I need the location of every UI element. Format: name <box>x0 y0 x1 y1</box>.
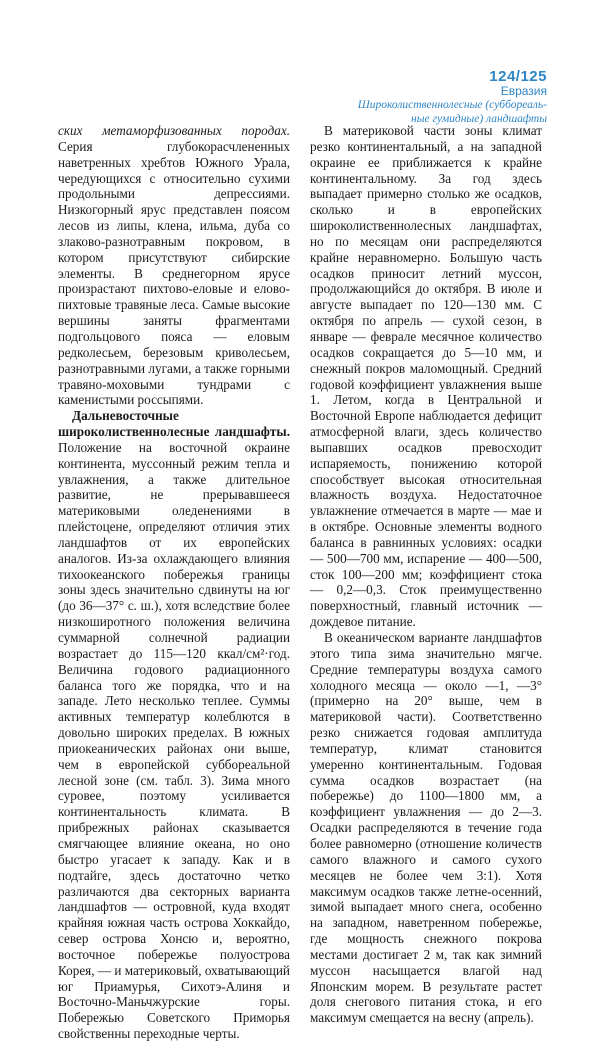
paragraph: В океаническом варианте ландшафтов этого типа зима значительно мягче. Средние температуры воздуха самого холодного месяца — около —1, —3° (примерно на 20° выше, чем в материковой части). Соответственно резко снижается годовая амплитуда температур, климат становится умеренно континентальным. Годовая сумма осадков возрастает (на побережье) до 1100—1800 мм, а коэффициент увлажнения — до 2—3. Осадки распределяются в течение года более равномерно (отношение количеств самого влажного и самого сухого месяцев не более чем 3:1). Хотя максимум осадков также летне-осенний, зимой выпадает много снега, особенно на западном, наветренном побережье, где мощность снежного покрова местами достигает 2 м, так как зимний муссон насыщается влагой над Японским морем. В результате растет доля снегового питания стока, и его максимум смещается на весну (апрель). <box>310 630 542 1026</box>
paragraph <box>58 408 290 1042</box>
page-numbers: 124/125 <box>489 68 547 85</box>
section-title: Евразия <box>500 84 547 98</box>
paragraph-text: Положение на восточной окраине континента, муссонный режим тепла и увлажнения, а также длительное развитие, не прерывавшееся материковыми оледенениями в плейстоцене, определяют отличия этих ландшафтов от их европейских аналогов. Из-за охлаждающего влияния тихоокеанского побережья границы зоны здесь значительно сдвинуты на юг (до 36—37° с. ш.), хотя вследствие более низкоширотного положения величина суммарной солнечной радиации возрастает до 115—120 ккал/см²·год. Величина годового радиационного баланса того же порядка, что и на западе. Лето несколько теплее. Суммы активных температур колеблются в довольно широких пределах. В южных приокеанических районах они выше, чем в европейской суббореальной лесной зоне (см. табл. 3). Зима много суровее, поэтому усиливается континентальность климата. В прибрежных районах сказывается смягчающее влияние океана, но оно быстро угасает к западу. Как и в подтайге, здесь достаточно четко различаются два секторных варианта ландшафтов — островной, куда входят крайняя южная часть острова Хоккайдо, север острова Хонсю и, вероятно, восточное побережье полуострова Корея, — и материковый, охватывающий юг Приамурья, Сихотэ-Алиня и Восточно-Маньчжурские горы. Побережью Советского Приморья свойственны переходные черты. <box>58 439 290 1042</box>
paragraph <box>58 123 290 408</box>
page-header <box>358 70 547 126</box>
chapter-subtitle-line-2: ные гумидные) ландшафты <box>411 113 547 125</box>
paragraph-text: Серия глубокорасчлененных наветренных хребтов Южного Урала, чередующихся с относительно сухими продольными депрессиями. Низкогорный ярус представлен поясом лесов из липы, клена, ильма, дуба со злаково-разнотравным покровом, в котором присутствуют сибирские элементы. В среднегорном ярусе произрастают пихтово-еловые и елово-пихтовые травяные леса. Самые высокие вершины заняты фрагментами подгольцового пояса — еловым редколесьем, березовым криволесьем, разнотравными лугами, а также горными травяно-моховыми тундрами с каменистыми россыпями. <box>58 138 290 408</box>
section-heading: Дальневосточные широколиственнолесные ландшафты. <box>58 408 290 440</box>
right-column <box>310 123 542 1026</box>
chapter-subtitle-line-1: Широколиственнолесные (суббореаль- <box>357 99 547 111</box>
italic-lead: ских метаморфизованных породах. <box>58 123 290 138</box>
paragraph: В материковой части зоны климат резко континентальный, а на западной окраине ее приближается к крайне континентальному. За год здесь выпадает примерно столько же осадков, сколько и в европейских широколиственнолесных ландшафтах, но по месяцам они распределяются крайне неравномерно. Большую часть осадков приносит летний муссон, продолжающийся до октября. В июле и августе выпадает по 120—130 мм. С октября по апрель — сухой сезон, в январе — феврале месячное количество осадков сокращается до 5—10 мм, и снежный покров маломощный. Средний годовой коэффициент увлажнения выше 1. Летом, когда в Центральной и Восточной Европе наблюдается дефицит атмосферной влаги, здесь количество выпавших осадков превосходит испаряемость, понижению которой способствует высокая относительная влажность воздуха. Недостаточное увлажнение отмечается в марте — мае и в октябре. Основные элементы водного баланса в равнинных условиях: осадки — 500—700 мм, испарение — 400—500, сток 100—200 мм; коэффициент стока — 0,2—0,3. Сток преимущественно поверхностный, главный источник — дождевое питание. <box>310 123 542 630</box>
left-column <box>58 123 290 1042</box>
